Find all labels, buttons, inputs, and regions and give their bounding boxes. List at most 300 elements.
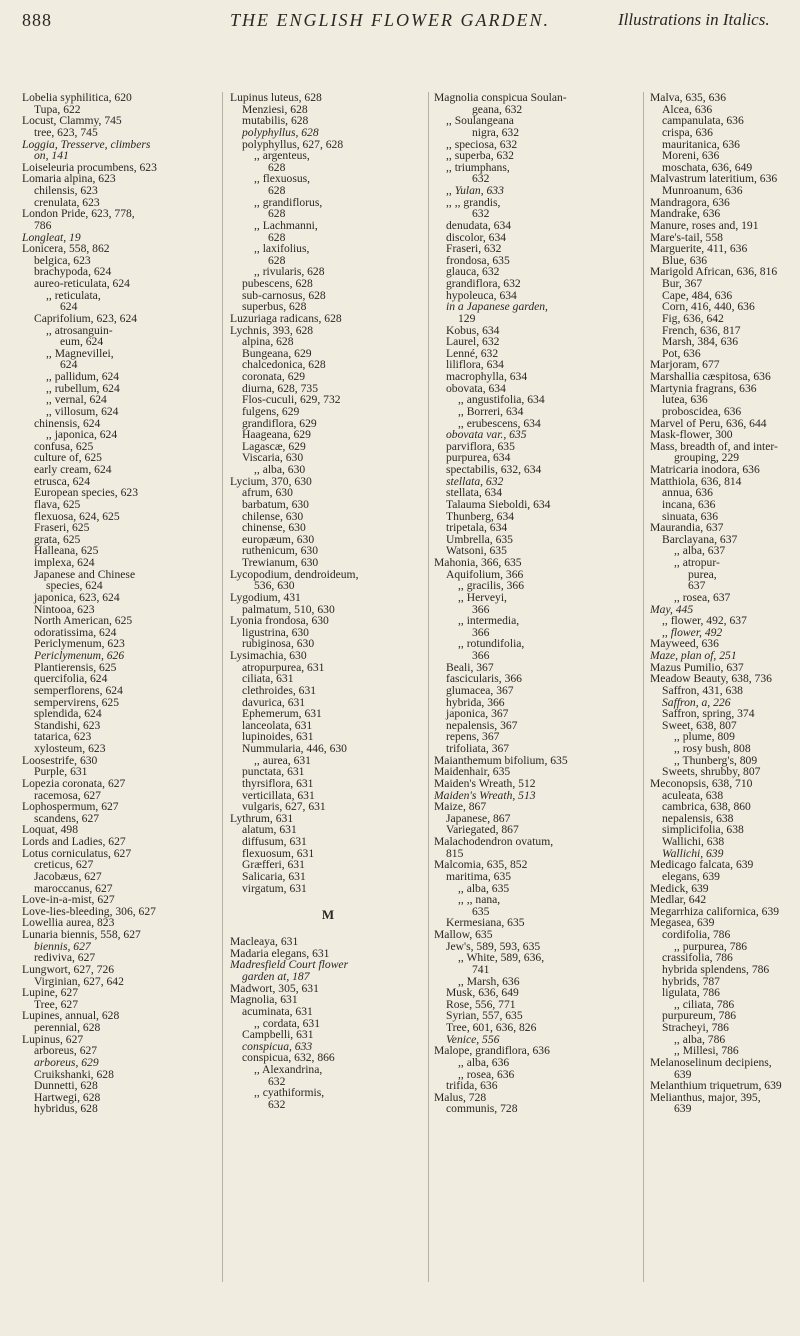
index-subentry: chinensis, 624: [34, 416, 101, 430]
index-subentry: 624: [60, 300, 78, 314]
index-subentry: biennis, 627: [34, 939, 91, 953]
index-subentry: ,, triumphans,: [446, 160, 510, 174]
index-subentry: ,, White, 589, 636,: [458, 951, 545, 965]
index-subentry: ,, cyathiformis,: [254, 1086, 325, 1100]
index-subentry: purea,: [688, 567, 717, 581]
index-entry: Lysimachia, 630: [230, 649, 307, 662]
index-subentry: cambrica, 638, 860: [662, 800, 751, 814]
index-subentry: ,, rotundifolia,: [458, 637, 525, 651]
index-subentry: elegans, 639: [662, 869, 720, 883]
index-subentry: punctata, 631: [242, 765, 305, 779]
index-subentry: North American, 625: [34, 614, 133, 628]
index-subentry: implexa, 624: [34, 556, 95, 569]
index-subentry: ,, speciosa, 632: [446, 137, 518, 151]
index-subentry: Aquifolium, 366: [446, 567, 524, 581]
index-entry: Locust, Clammy, 745: [22, 114, 122, 128]
index-subentry: rediviva, 627: [34, 951, 96, 965]
index-entry: Matthiola, 636, 814: [650, 474, 742, 488]
index-subentry: Talauma Sieboldi, 634: [446, 497, 551, 511]
index-subentry: Purple, 631: [34, 765, 88, 779]
index-subentry: nepalensis, 638: [662, 811, 734, 825]
index-entry: Lupine, 627: [22, 986, 79, 1000]
index-subentry: hypoleuca, 634: [446, 288, 517, 302]
index-entry: Malus, 728: [434, 1090, 487, 1104]
index-entry: Lygodium, 431: [230, 590, 301, 604]
index-subentry: Stracheyi, 786: [662, 1021, 729, 1034]
index-subentry: Nummularia, 446, 630: [242, 742, 347, 755]
index-subentry: flava, 625: [34, 497, 81, 511]
index-entry: Maiden's Wreath, 512: [434, 776, 536, 790]
index-subentry: Hartwegi, 628: [34, 1090, 101, 1104]
index-subentry: ciliata, 631: [242, 672, 294, 686]
index-subentry: ,, alba, 637: [674, 544, 726, 558]
index-subentry: ,, villosum, 624: [46, 404, 119, 418]
section-note: Illustrations in Italics.: [618, 10, 770, 29]
index-subentry: Lenné, 632: [446, 346, 499, 360]
index-subentry: obovata, 634: [446, 381, 506, 395]
index-subentry: Japanese and Chinese: [34, 567, 136, 581]
index-subentry: Barclayana, 637: [662, 532, 738, 546]
index-subentry: Fig, 636, 642: [662, 311, 724, 325]
section-letter: M: [321, 907, 335, 923]
index-subentry: Dunnetti, 628: [34, 1079, 98, 1093]
index-subentry: tripetala, 634: [446, 521, 508, 535]
index-entry: Malope, grandiflora, 636: [434, 1044, 550, 1058]
index-subentry: ,, pallidum, 624: [46, 370, 120, 383]
index-subentry: conspicua, 632, 866: [242, 1051, 335, 1065]
index-subentry: conspicua, 633: [242, 1039, 313, 1053]
index-subentry: ,, flower, 492: [662, 625, 723, 639]
index-subentry: brachypoda, 624: [34, 265, 112, 279]
index-subentry: Venice, 556: [446, 1032, 500, 1046]
index-subentry: grandiflora, 629: [242, 416, 317, 430]
index-subentry: acuminata, 631: [242, 1004, 313, 1018]
index-subentry: purpurea, 634: [446, 451, 511, 465]
index-subentry: Græfferi, 631: [242, 858, 305, 872]
index-entry: Matricaria inodora, 636: [650, 463, 760, 476]
index-subentry: ,, laxifolius,: [254, 242, 310, 256]
index-subentry: ,, flower, 492, 637: [662, 614, 747, 628]
index-entry: Malcomia, 635, 852: [434, 858, 528, 872]
index-entry: Lupinus luteus, 628: [230, 91, 322, 104]
index-subentry: 632: [268, 1074, 286, 1088]
index-subentry: tree, 623, 745: [34, 125, 98, 139]
index-subentry: Menziesi, 628: [242, 102, 308, 116]
index-subentry: xylosteum, 623: [34, 742, 106, 755]
index-subentry: 639: [674, 1102, 692, 1116]
index-subentry: 786: [34, 218, 52, 232]
index-subentry: ,, Thunberg's, 809: [674, 753, 758, 767]
index-subentry: Pot, 636: [662, 346, 701, 360]
index-entry: Marvel of Peru, 636, 644: [650, 416, 767, 430]
index-subentry: obovata var., 635: [446, 428, 527, 442]
index-subentry: Corn, 416, 440, 636: [662, 300, 755, 314]
index-subentry: flexuosa, 624, 625: [34, 509, 120, 523]
index-subentry: Bungeana, 629: [242, 346, 312, 360]
index-subentry: ,, alba, 636: [458, 1055, 510, 1069]
index-subentry: ,, alba, 786: [674, 1032, 726, 1046]
index-entry: Luzuriaga radicans, 628: [230, 311, 342, 325]
index-subentry: clethroides, 631: [242, 683, 317, 697]
index-subentry: Beali, 367: [446, 660, 494, 674]
index-subentry: ,, Alexandrina,: [254, 1063, 323, 1076]
index-subentry: 628: [268, 184, 286, 197]
index-subentry: ,, ,, grandis,: [446, 195, 501, 209]
index-subentry: ligustrina, 630: [242, 625, 309, 639]
index-subentry: proboscidea, 636: [662, 404, 742, 418]
index-subentry: superbus, 628: [242, 300, 307, 314]
index-entry: Mandragora, 636: [650, 195, 730, 209]
index-subentry: 628: [268, 230, 286, 244]
index-entry: Maze, plan of, 251: [650, 649, 737, 662]
index-entry: Malvastrum lateritium, 636: [650, 172, 778, 186]
index-subentry: verticillata, 631: [242, 788, 315, 802]
index-entry: Lopezia coronata, 627: [22, 776, 126, 790]
index-subentry: flexuosum, 631: [242, 846, 315, 860]
index-subentry: frondosa, 635: [446, 253, 510, 267]
index-subentry: nigra, 632: [472, 125, 520, 139]
index-subentry: Wallichi, 639: [662, 846, 724, 860]
index-entry: Maianthemum bifolium, 635: [434, 753, 568, 767]
index-subentry: campanulata, 636: [662, 114, 744, 128]
index-subentry: Watsoni, 635: [446, 544, 507, 558]
index-subentry: trifoliata, 367: [446, 742, 510, 755]
index-entry: Lotus corniculatus, 627: [22, 846, 132, 860]
index-subentry: maroccanus, 627: [34, 881, 113, 895]
index-subentry: racemosa, 627: [34, 788, 101, 802]
index-subentry: creticus, 627: [34, 858, 94, 872]
index-subentry: 366: [472, 602, 490, 616]
index-subentry: ,, argenteus,: [254, 149, 310, 163]
index-subentry: coronata, 629: [242, 370, 306, 383]
index-entry: Marjoram, 677: [650, 358, 720, 372]
index-subentry: parviflora, 635: [446, 439, 515, 453]
index-subentry: Moreni, 636: [662, 149, 720, 163]
index-subentry: alatum, 631: [242, 823, 297, 837]
index-subentry: Caprifolium, 623, 624: [34, 311, 138, 325]
index-subentry: pubescens, 628: [242, 277, 313, 290]
index-subentry: Syrian, 557, 635: [446, 1009, 523, 1023]
index-column-4: [650, 92, 800, 1115]
index-entry: Mahonia, 366, 635: [434, 556, 522, 569]
index-subentry: aculeata, 638: [662, 788, 724, 802]
index-subentry: glumacea, 367: [446, 683, 514, 697]
index-subentry: ,, ciliata, 786: [674, 997, 735, 1011]
index-subentry: Alcea, 636: [662, 102, 713, 116]
index-column-3: [434, 92, 634, 1115]
index-subentry: rubiginosa, 630: [242, 637, 315, 651]
index-subentry: japonica, 367: [446, 707, 509, 721]
index-subentry: ,, purpurea, 786: [674, 939, 748, 953]
index-entry: Longleat, 19: [22, 230, 81, 244]
index-subentry: Marsh, 384, 636: [662, 335, 738, 349]
index-entry: Love-in-a-mist, 627: [22, 893, 115, 907]
index-subentry: denudata, 634: [446, 218, 512, 232]
index-subentry: afrum, 630: [242, 486, 293, 500]
index-subentry: ,, rosy bush, 808: [674, 742, 751, 755]
index-subentry: etrusca, 624: [34, 474, 91, 488]
index-entry: Melianthus, major, 395,: [650, 1090, 761, 1104]
index-subentry: Saffron, 431, 638: [662, 683, 743, 697]
index-subentry: diffusum, 631: [242, 835, 307, 848]
index-subentry: repens, 367: [446, 730, 500, 744]
running-header: [0, 0, 800, 50]
index-subentry: palmatum, 510, 630: [242, 602, 335, 616]
index-entry: Maiden's Wreath, 513: [434, 788, 536, 802]
index-subentry: geana, 632: [472, 102, 523, 116]
index-subentry: ,, rosea, 636: [458, 1067, 515, 1081]
index-entry: London Pride, 623, 778,: [22, 207, 135, 221]
index-entry: Lonicera, 558, 862: [22, 242, 110, 256]
index-subentry: Plantierensis, 625: [34, 660, 117, 674]
index-subentry: polyphyllus, 627, 628: [242, 137, 344, 151]
index-entry: Lupinus, 627: [22, 1032, 84, 1046]
index-subentry: spectabilis, 632, 634: [446, 463, 542, 476]
index-subentry: Thunberg, 634: [446, 509, 515, 523]
index-subentry: odoratissima, 624: [34, 625, 117, 639]
index-subentry: European species, 623: [34, 486, 138, 500]
index-subentry: nepalensis, 367: [446, 718, 518, 732]
index-entry: Loquat, 498: [22, 823, 79, 837]
index-subentry: polyphyllus, 628: [242, 125, 319, 139]
index-subentry: hybrids, 787: [662, 974, 720, 988]
index-subentry: Halleana, 625: [34, 544, 99, 558]
index-subentry: ,, alba, 630: [254, 463, 306, 476]
index-entry: Melanthium triquetrum, 639: [650, 1079, 782, 1093]
index-subentry: ,, atropur-: [674, 556, 720, 569]
index-subentry: Musk, 636, 649: [446, 986, 519, 1000]
index-subentry: 637: [688, 579, 706, 593]
index-subentry: Saffron, spring, 374: [662, 707, 755, 721]
index-subentry: grouping, 229: [674, 451, 740, 465]
index-entry: Melanoselinum decipiens,: [650, 1055, 772, 1069]
index-subentry: grandiflora, 632: [446, 277, 521, 290]
index-subentry: arboreus, 627: [34, 1044, 98, 1058]
index-subentry: lupinoides, 631: [242, 730, 314, 744]
index-subentry: chinense, 630: [242, 521, 306, 535]
index-subentry: culture of, 625: [34, 451, 102, 465]
index-subentry: europæum, 630: [242, 532, 315, 546]
index-subentry: ,, Lachmanni,: [254, 218, 318, 232]
index-subentry: chilensis, 623: [34, 184, 98, 197]
index-subentry: on, 141: [34, 149, 69, 163]
index-entry: Maidenhair, 635: [434, 765, 511, 779]
index-subentry: semperflorens, 624: [34, 683, 123, 697]
index-subentry: simplicifolia, 638: [662, 823, 744, 837]
index-subentry: ,, Soulangeana: [446, 114, 514, 128]
index-subentry: Umbrella, 635: [446, 532, 513, 546]
index-subentry: grata, 625: [34, 532, 81, 546]
index-entry: Lophospermum, 627: [22, 800, 119, 814]
index-subentry: crenulata, 623: [34, 195, 100, 209]
index-subentry: 632: [268, 1097, 286, 1111]
index-subentry: 628: [268, 160, 286, 174]
index-entry: Mass, breadth of, and inter-: [650, 439, 778, 453]
index-entry: Mazus Pumilio, 637: [650, 660, 744, 674]
index-subentry: splendida, 624: [34, 707, 102, 721]
index-subentry: cordifolia, 786: [662, 928, 731, 941]
index-subentry: barbatum, 630: [242, 497, 309, 511]
index-subentry: ligulata, 786: [662, 986, 720, 1000]
index-entry: Meadow Beauty, 638, 736: [650, 672, 772, 686]
index-entry: Mare's-tail, 558: [650, 230, 723, 244]
index-subentry: mauritanica, 636: [662, 137, 740, 151]
index-subentry: ,, flexuosus,: [254, 172, 311, 186]
index-subentry: ,, intermedia,: [458, 614, 520, 628]
index-subentry: ruthenicum, 630: [242, 544, 318, 558]
index-entry: Madaria elegans, 631: [230, 946, 330, 960]
index-subentry: eum, 624: [60, 335, 104, 349]
index-subentry: 741: [472, 962, 490, 976]
index-subentry: moschata, 636, 649: [662, 160, 753, 174]
index-subentry: trifida, 636: [446, 1079, 498, 1093]
index-entry: Lyonia frondosa, 630: [230, 614, 329, 628]
index-entry: Meconopsis, 638, 710: [650, 776, 753, 790]
index-subentry: Cruikshanki, 628: [34, 1067, 114, 1081]
index-subentry: ,, vernal, 624: [46, 393, 107, 407]
index-subentry: Japanese, 867: [446, 811, 511, 825]
index-subentry: Virginian, 627, 642: [34, 974, 124, 988]
index-subentry: ,, alba, 635: [458, 881, 510, 895]
index-entry: Marshallia cæspitosa, 636: [650, 370, 771, 383]
index-entry: Lungwort, 627, 726: [22, 962, 115, 976]
index-subentry: Tree, 601, 636, 826: [446, 1021, 537, 1034]
index-subentry: perennial, 628: [34, 1021, 101, 1034]
index-subentry: Haageana, 629: [242, 428, 311, 442]
index-subentry: virgatum, 631: [242, 881, 307, 895]
index-entry: Malva, 635, 636: [650, 91, 726, 104]
index-subentry: chalcedonica, 628: [242, 358, 326, 372]
index-subentry: Trewianum, 630: [242, 556, 319, 569]
index-subentry: Salicaria, 631: [242, 869, 306, 883]
index-entry: Macleaya, 631: [230, 935, 299, 949]
index-subentry: crispa, 636: [662, 125, 713, 139]
index-subentry: 632: [472, 172, 490, 186]
index-entry: Lords and Ladies, 627: [22, 835, 126, 848]
index-subentry: Periclymenum, 626: [34, 649, 125, 662]
index-subentry: fulgens, 629: [242, 404, 300, 418]
index-subentry: Lagascæ, 629: [242, 439, 306, 453]
index-column-2: [230, 92, 426, 1111]
index-entry: Medick, 639: [650, 881, 709, 895]
index-entry: Loosestrife, 630: [22, 753, 98, 767]
index-subentry: scandens, 627: [34, 811, 100, 825]
index-entry: Maize, 867: [434, 800, 487, 814]
index-entry: Madwort, 305, 631: [230, 981, 319, 995]
index-subentry: hybridus, 628: [34, 1102, 98, 1116]
index-subentry: thyrsiflora, 631: [242, 776, 314, 790]
column-divider: [428, 92, 429, 1282]
index-subentry: Campbelli, 631: [242, 1028, 314, 1042]
index-subentry: glauca, 632: [446, 265, 500, 279]
index-entry: Lychnis, 393, 628: [230, 323, 314, 337]
index-subentry: Ephemerum, 631: [242, 707, 322, 721]
index-entry: Medicago falcata, 639: [650, 858, 754, 872]
index-entry: Medlar, 642: [650, 893, 707, 907]
index-subentry: 628: [268, 207, 286, 221]
index-entry: Megasea, 639: [650, 916, 715, 930]
index-subentry: purpureum, 786: [662, 1009, 737, 1023]
index-subentry: stellata, 632: [446, 474, 504, 488]
index-subentry: alpina, 628: [242, 335, 294, 349]
index-entry: Mask-flower, 300: [650, 428, 733, 442]
page-number: 888: [22, 10, 52, 30]
index-subentry: Wallichi, 638: [662, 835, 725, 848]
index-subentry: 366: [472, 649, 490, 662]
index-subentry: lutea, 636: [662, 393, 708, 407]
index-subentry: discolor, 634: [446, 230, 507, 244]
index-subentry: chilense, 630: [242, 509, 304, 523]
index-subentry: Fraseri, 625: [34, 521, 90, 535]
index-subentry: in a Japanese garden,: [446, 300, 548, 314]
index-subentry: Sweets, shrubby, 807: [662, 765, 761, 779]
index-entry: Lobelia syphilitica, 620: [22, 91, 132, 104]
index-subentry: incana, 636: [662, 497, 716, 511]
index-entry: Lupines, annual, 628: [22, 1009, 120, 1023]
index-subentry: ,, reticulata,: [46, 288, 101, 302]
index-entry: Martynia fragrans, 636: [650, 381, 757, 395]
index-subentry: 635: [472, 904, 490, 918]
index-subentry: sinuata, 636: [662, 509, 719, 523]
index-subentry: hybrida splendens, 786: [662, 962, 770, 976]
index-entry: Lythrum, 631: [230, 811, 294, 825]
index-subentry: Munroanum, 636: [662, 184, 743, 197]
index-subentry: Jacobæus, 627: [34, 869, 102, 883]
index-subentry: japonica, 623, 624: [34, 590, 120, 604]
index-subentry: ,, gracilis, 366: [458, 579, 525, 593]
index-subentry: confusa, 625: [34, 439, 94, 453]
index-subentry: Sweet, 638, 807: [662, 718, 737, 732]
index-entry: Mayweed, 636: [650, 637, 719, 651]
index-column-1: [22, 92, 218, 1115]
index-subentry: Laurel, 632: [446, 335, 500, 349]
index-entry: Magnolia conspicua Soulan-: [434, 91, 567, 104]
index-subentry: 129: [458, 311, 476, 325]
index-subentry: Tree, 627: [34, 997, 79, 1011]
index-entry: Marguerite, 411, 636: [650, 242, 748, 256]
index-entry: Mandrake, 636: [650, 207, 721, 221]
index-subentry: 632: [472, 207, 490, 221]
index-subentry: mutabilis, 628: [242, 114, 309, 128]
index-subentry: davurica, 631: [242, 695, 306, 709]
index-entry: Megarrhiza californica, 639: [650, 904, 780, 918]
index-subentry: 628: [268, 253, 286, 267]
index-subentry: early cream, 624: [34, 463, 112, 476]
index-subentry: Periclymenum, 623: [34, 637, 125, 651]
index-subentry: stellata, 634: [446, 486, 503, 500]
index-subentry: species, 624: [46, 579, 103, 593]
index-subentry: Tupa, 622: [34, 102, 81, 116]
index-subentry: ,, cordata, 631: [254, 1016, 320, 1030]
index-subentry: diurna, 628, 735: [242, 381, 318, 395]
index-entry: Lycium, 370, 630: [230, 474, 312, 488]
index-subentry: ,, grandiflorus,: [254, 195, 323, 209]
index-subentry: ,, Herveyi,: [458, 590, 507, 604]
index-subentry: lanceolata, 631: [242, 718, 313, 732]
index-subentry: annua, 636: [662, 486, 713, 500]
index-subentry: ,, Magnevillei,: [46, 346, 114, 360]
index-subentry: 366: [472, 625, 490, 639]
index-subentry: Cape, 484, 636: [662, 288, 733, 302]
index-subentry: crassifolia, 786: [662, 951, 733, 965]
index-subentry: ,, Yulan, 633: [446, 184, 504, 197]
index-subentry: Kermesiana, 635: [446, 916, 525, 930]
index-subentry: Flos-cuculi, 629, 732: [242, 393, 341, 407]
index-subentry: tatarica, 623: [34, 730, 92, 744]
index-subentry: Variegated, 867: [446, 823, 519, 837]
index-subentry: Bur, 367: [662, 277, 703, 290]
index-subentry: garden at, 187: [242, 970, 310, 983]
